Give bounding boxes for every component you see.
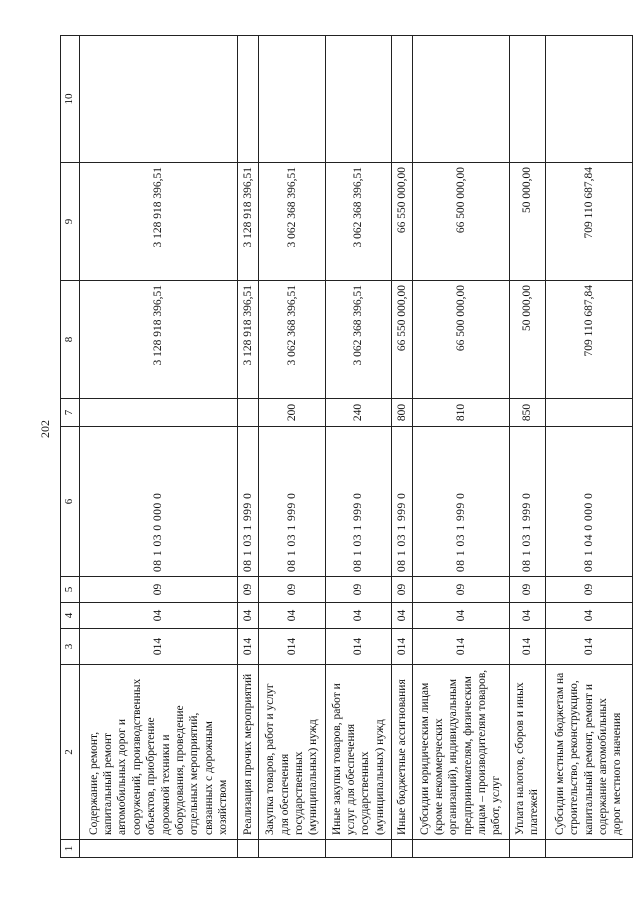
expense-type-cell: 200 — [259, 399, 325, 427]
subsection-code-cell: 09 — [509, 577, 545, 603]
amount-cell — [412, 36, 509, 163]
amount-cell — [325, 36, 391, 163]
column-header: 8 — [61, 281, 80, 399]
item-name-cell: Субсидии местным бюджетам на строительство, реконструкцию, капитальный ремонт, ремонт и содержание автомобильных дорог местного значения — [545, 665, 632, 840]
amount-cell: 50 000,00 — [509, 163, 545, 281]
amount-cell — [509, 36, 545, 163]
item-name-cell: Иные бюджетные ассигнования — [392, 665, 413, 840]
section-code-cell: 04 — [509, 603, 545, 629]
amount-cell: 3 128 918 396,51 — [80, 281, 238, 399]
amount-cell: 3 062 368 396,51 — [259, 163, 325, 281]
amount-cell: 3 128 918 396,51 — [80, 163, 238, 281]
amount-cell: 66 550 000,00 — [392, 281, 413, 399]
ministry-code-cell: 014 — [392, 629, 413, 665]
item-name-cell: Субсидии юридическим лицам (кроме некоммерческих организаций), индивидуальным предпринимателям, физическим лицам – производителям товаров, работ, услуг — [412, 665, 509, 840]
amount-cell: 3 062 368 396,51 — [325, 281, 391, 399]
row-number-cell — [545, 840, 632, 858]
subsection-code-cell: 09 — [392, 577, 413, 603]
amount-cell: 3 062 368 396,51 — [325, 163, 391, 281]
row-number-cell — [392, 840, 413, 858]
item-name-cell: Закупка товаров, работ и услуг для обеспечения государственных (муниципальных) нужд — [259, 665, 325, 840]
target-article-cell: 08 1 03 1 999 0 — [509, 427, 545, 577]
column-header: 1 — [61, 840, 80, 858]
item-name-cell: Уплата налогов, сборов и иных платежей — [509, 665, 545, 840]
target-article-cell: 08 1 03 1 999 0 — [325, 427, 391, 577]
rotated-table-wrapper — [60, 36, 633, 858]
amount-cell — [259, 36, 325, 163]
row-number-cell — [80, 840, 238, 858]
row-number-cell — [259, 840, 325, 858]
row-number-cell — [325, 840, 391, 858]
expense-type-cell: 800 — [392, 399, 413, 427]
expense-type-cell: 240 — [325, 399, 391, 427]
expense-type-cell — [80, 399, 238, 427]
amount-cell: 66 500 000,00 — [412, 281, 509, 399]
amount-cell — [392, 36, 413, 163]
table-row — [545, 36, 632, 858]
target-article-cell: 08 1 03 0 000 0 — [80, 427, 238, 577]
section-code-cell: 04 — [392, 603, 413, 629]
column-header-row — [61, 36, 80, 858]
ministry-code-cell: 014 — [238, 629, 259, 665]
amount-cell — [238, 36, 259, 163]
table-row — [325, 36, 391, 858]
section-code-cell: 04 — [325, 603, 391, 629]
table-row — [509, 36, 545, 858]
target-article-cell: 08 1 03 1 999 0 — [392, 427, 413, 577]
ministry-code-cell: 014 — [80, 629, 238, 665]
ministry-code-cell: 014 — [259, 629, 325, 665]
row-number-cell — [509, 840, 545, 858]
column-header: 2 — [61, 665, 80, 840]
subsection-code-cell: 09 — [259, 577, 325, 603]
ministry-code-cell: 014 — [325, 629, 391, 665]
column-header: 9 — [61, 163, 80, 281]
subsection-code-cell: 09 — [412, 577, 509, 603]
amount-cell: 3 062 368 396,51 — [259, 281, 325, 399]
page-number: 202 — [38, 420, 52, 438]
target-article-cell: 08 1 04 0 000 0 — [545, 427, 632, 577]
amount-cell: 66 500 000,00 — [412, 163, 509, 281]
column-header: 4 — [61, 603, 80, 629]
section-code-cell: 04 — [238, 603, 259, 629]
item-name-cell: Содержание, ремонт, капитальный ремонт автомобильных дорог и сооружений, производственных объектов, приобретение дорожной техники и оборудования, проведение отдельных мероприятий, связанных с дорожным хозяйством — [80, 665, 238, 840]
section-code-cell: 04 — [545, 603, 632, 629]
expense-type-cell: 850 — [509, 399, 545, 427]
amount-cell: 3 128 918 396,51 — [238, 163, 259, 281]
subsection-code-cell: 09 — [238, 577, 259, 603]
expense-type-cell — [238, 399, 259, 427]
target-article-cell: 08 1 03 1 999 0 — [259, 427, 325, 577]
amount-cell — [545, 36, 632, 163]
table-row — [238, 36, 259, 858]
budget-table — [60, 35, 633, 858]
ministry-code-cell: 014 — [509, 629, 545, 665]
section-code-cell: 04 — [80, 603, 238, 629]
amount-cell: 709 110 687,84 — [545, 281, 632, 399]
section-code-cell: 04 — [259, 603, 325, 629]
table-row — [80, 36, 238, 858]
amount-cell — [80, 36, 238, 163]
target-article-cell: 08 1 03 1 999 0 — [238, 427, 259, 577]
column-header: 5 — [61, 577, 80, 603]
amount-cell: 66 550 000,00 — [392, 163, 413, 281]
table-row — [412, 36, 509, 858]
ministry-code-cell: 014 — [412, 629, 509, 665]
expense-type-cell: 810 — [412, 399, 509, 427]
expense-type-cell — [545, 399, 632, 427]
section-code-cell: 04 — [412, 603, 509, 629]
row-number-cell — [412, 840, 509, 858]
column-header: 3 — [61, 629, 80, 665]
ministry-code-cell: 014 — [545, 629, 632, 665]
column-header: 7 — [61, 399, 80, 427]
column-header: 10 — [61, 36, 80, 163]
column-header: 6 — [61, 427, 80, 577]
subsection-code-cell: 09 — [545, 577, 632, 603]
subsection-code-cell: 09 — [80, 577, 238, 603]
amount-cell: 50 000,00 — [509, 281, 545, 399]
table-row — [259, 36, 325, 858]
amount-cell: 3 128 918 396,51 — [238, 281, 259, 399]
item-name-cell: Реализация прочих мероприятий — [238, 665, 259, 840]
target-article-cell: 08 1 03 1 999 0 — [412, 427, 509, 577]
amount-cell: 709 110 687,84 — [545, 163, 632, 281]
item-name-cell: Иные закупки товаров, работ и услуг для обеспечения государственных (муниципальных) нужд — [325, 665, 391, 840]
row-number-cell — [238, 840, 259, 858]
subsection-code-cell: 09 — [325, 577, 391, 603]
table-row — [392, 36, 413, 858]
